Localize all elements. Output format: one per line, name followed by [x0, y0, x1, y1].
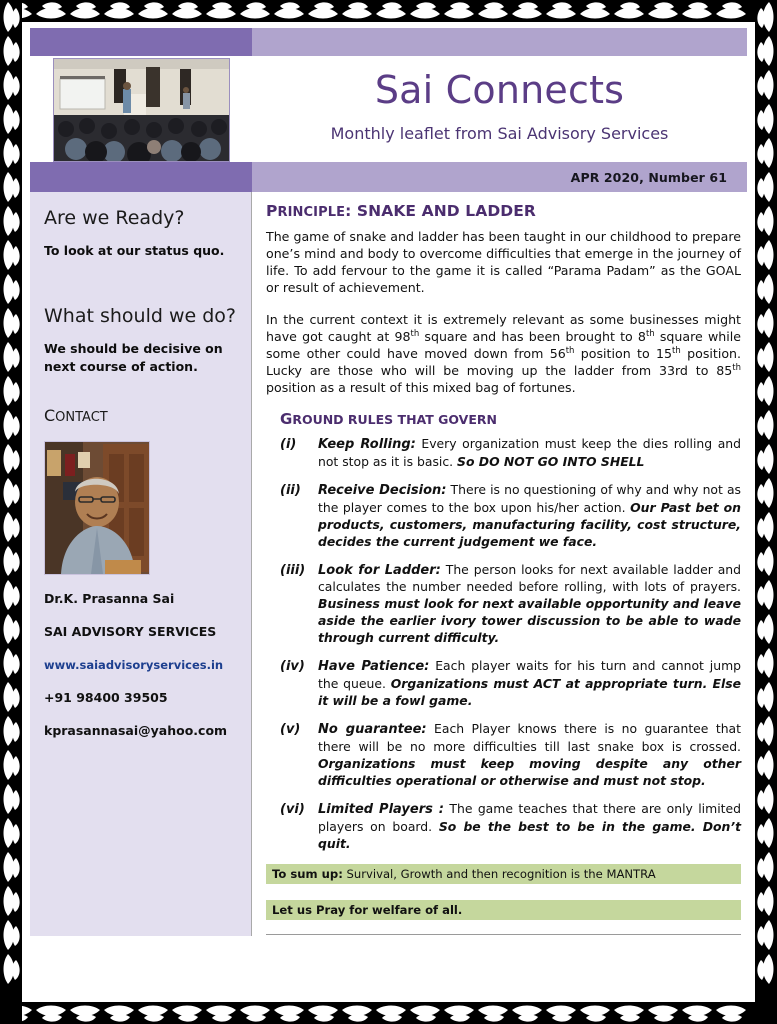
issue-label: APR 2020, Number 61 [570, 169, 727, 185]
rule-title: Limited Players : [318, 801, 445, 817]
rule-text [318, 801, 741, 853]
principle-rest: RINCIPLE [277, 205, 346, 220]
sum-up-box [266, 864, 741, 884]
masthead-top-band [30, 28, 747, 56]
rule-title: No guarantee: [318, 722, 427, 738]
main-content [252, 192, 747, 936]
context-paragraph [266, 311, 741, 397]
ctx-a: In the current context it is extremely relevant as some businesses might have got caught at 98 [266, 311, 741, 344]
sidebar-question-1: Are we Ready? [44, 207, 185, 229]
rule-item [266, 801, 741, 853]
sum-up-label: To sum up: [272, 866, 343, 881]
vine-border-left-icon [0, 0, 22, 1024]
rule-item [266, 658, 741, 710]
rule-title: Keep Rolling: [318, 437, 416, 453]
rule-text [318, 436, 741, 471]
ordinal-56: th [565, 345, 575, 356]
seminar-photo [53, 58, 230, 162]
pray-text: Let us Pray for welfare of all. [272, 902, 463, 917]
rule-body: Every organization must keep the dies rolling and not stop as it is basic. [318, 436, 742, 469]
sum-up-text: Survival, Growth and then recognition is the MANTRA [342, 866, 656, 881]
issue-band-light [252, 162, 747, 192]
rule-title: Receive Decision: [318, 482, 447, 498]
rule-body: The person looks for next available ladder and calculates the number needed before rolling, with lots of prayers. [318, 561, 742, 595]
rule-emphasis: So DO NOT GO INTO SHELL [457, 453, 645, 469]
principle-colon: : [345, 202, 352, 220]
band-light-right [252, 28, 747, 56]
ctx-c: square while some other could have moved down from 56 [266, 328, 741, 361]
rule-body: There is no questioning of why and why not as the player comes to the box upon his/her action. [318, 481, 741, 515]
intro-paragraph: The game of snake and ladder has been taught in our childhood to prepare one’s mind and body to overcome difficulties that emerge in the journey of life. To add fervour to the game it is called “Parama Padam” as the GOAL or result of achievement. [266, 229, 741, 296]
rule-item [266, 562, 741, 648]
rule-text [318, 482, 741, 551]
rule-number: (vi) [280, 801, 305, 817]
issue-band-dark [30, 162, 252, 192]
contact-heading-rest: ONTACT [55, 410, 108, 426]
pray-box [266, 900, 741, 920]
rule-body: The game teaches that there are only limited players on board. [318, 800, 741, 834]
rule-text [318, 562, 741, 648]
principle-cap: P [266, 202, 278, 220]
contact-company: SAI ADVISORY SERVICES [44, 624, 217, 640]
newsletter-body [22, 22, 755, 1002]
rule-text [318, 658, 741, 710]
page-title: Sai Connects [374, 67, 625, 112]
ordinal-98: th [410, 328, 420, 339]
ordinal-15: th [672, 345, 681, 356]
page-subtitle: Monthly leaflet from Sai Advisory Services [330, 124, 669, 144]
rule-text [318, 721, 741, 790]
rule-emphasis: Our Past bet on products, customers, manufacturing facility, cost structure, decides the current judgement we face. [318, 499, 741, 549]
vine-border-right-icon [755, 0, 777, 1024]
ordinal-8: th [645, 328, 655, 339]
seminar-photo-container [30, 56, 252, 162]
rule-body: Each Player knows there is no guarantee that there will be no more difficulties till last snake box is crossed. [318, 721, 741, 754]
contact-phone[interactable]: +91 98400 39505 [44, 689, 168, 705]
band-dark-left [30, 28, 252, 56]
contact-heading-cap: C [44, 406, 56, 426]
contact-email[interactable]: kprasannasai@yahoo.com [44, 722, 228, 738]
rule-item [266, 721, 741, 790]
contact-name: Dr.K. Prasanna Sai [44, 591, 175, 607]
masthead-middle [30, 56, 747, 162]
masthead [30, 28, 747, 192]
ground-rest: ROUND RULES THAT GOVERN [292, 412, 497, 428]
ctx-d: position to 15 [574, 345, 673, 361]
sidebar-question-2: What should we do? [44, 304, 236, 327]
ground-cap: G [280, 410, 293, 429]
sidebar [30, 192, 252, 936]
rule-item [266, 482, 741, 551]
ctx-f: position as a result of this mixed bag of fortunes. [266, 380, 576, 395]
rule-number: (v) [280, 722, 301, 738]
principle-heading [266, 202, 741, 220]
ground-rules-list [266, 436, 741, 853]
masthead-title-block [252, 56, 747, 162]
rule-title: Have Patience: [318, 659, 430, 675]
ground-rules-heading [280, 410, 741, 428]
rule-number: (iv) [280, 659, 305, 675]
content-columns [30, 192, 747, 936]
rule-number: (i) [280, 437, 297, 453]
contact-website[interactable]: www.saiadvisoryservices.in [44, 657, 224, 672]
rule-item [266, 436, 741, 471]
rule-title: Look for Ladder: [318, 562, 441, 578]
ordinal-85: th [732, 362, 741, 373]
principle-title: SNAKE AND LADDER [351, 202, 536, 220]
ctx-e: position. Lucky are those who will be moving up the ladder from 33rd to 85 [266, 345, 742, 378]
rule-number: (ii) [280, 482, 301, 498]
footer-rule [266, 934, 741, 936]
rule-emphasis: Organizations must keep moving despite any other difficulties operational or otherwise and must not stop. [318, 755, 741, 788]
rule-emphasis: So be the best to be in the game. Don’t quit. [318, 818, 741, 851]
rule-emphasis: Business must look for next available opportunity and leave aside the earlier ivory tower discussion to be able to wade through current difficulty. [318, 596, 741, 646]
rule-body: Each player waits for his turn and cannot jump the queue. [318, 658, 742, 692]
portrait-photo [44, 441, 150, 575]
sidebar-answer-1: To look at our status quo. [44, 242, 225, 258]
masthead-issue-band [30, 162, 747, 192]
ctx-b: square and has been brought to 8 [419, 328, 646, 344]
sidebar-contact-heading [44, 406, 237, 425]
vine-border-top-icon [0, 0, 777, 22]
rule-emphasis: Organizations must ACT at appropriate turn. Else it will be a fowl game. [318, 676, 742, 709]
sidebar-answer-2: We should be decisive on next course of action. [44, 340, 223, 374]
vine-border-bottom-icon [0, 1002, 777, 1024]
rule-number: (iii) [280, 562, 306, 578]
